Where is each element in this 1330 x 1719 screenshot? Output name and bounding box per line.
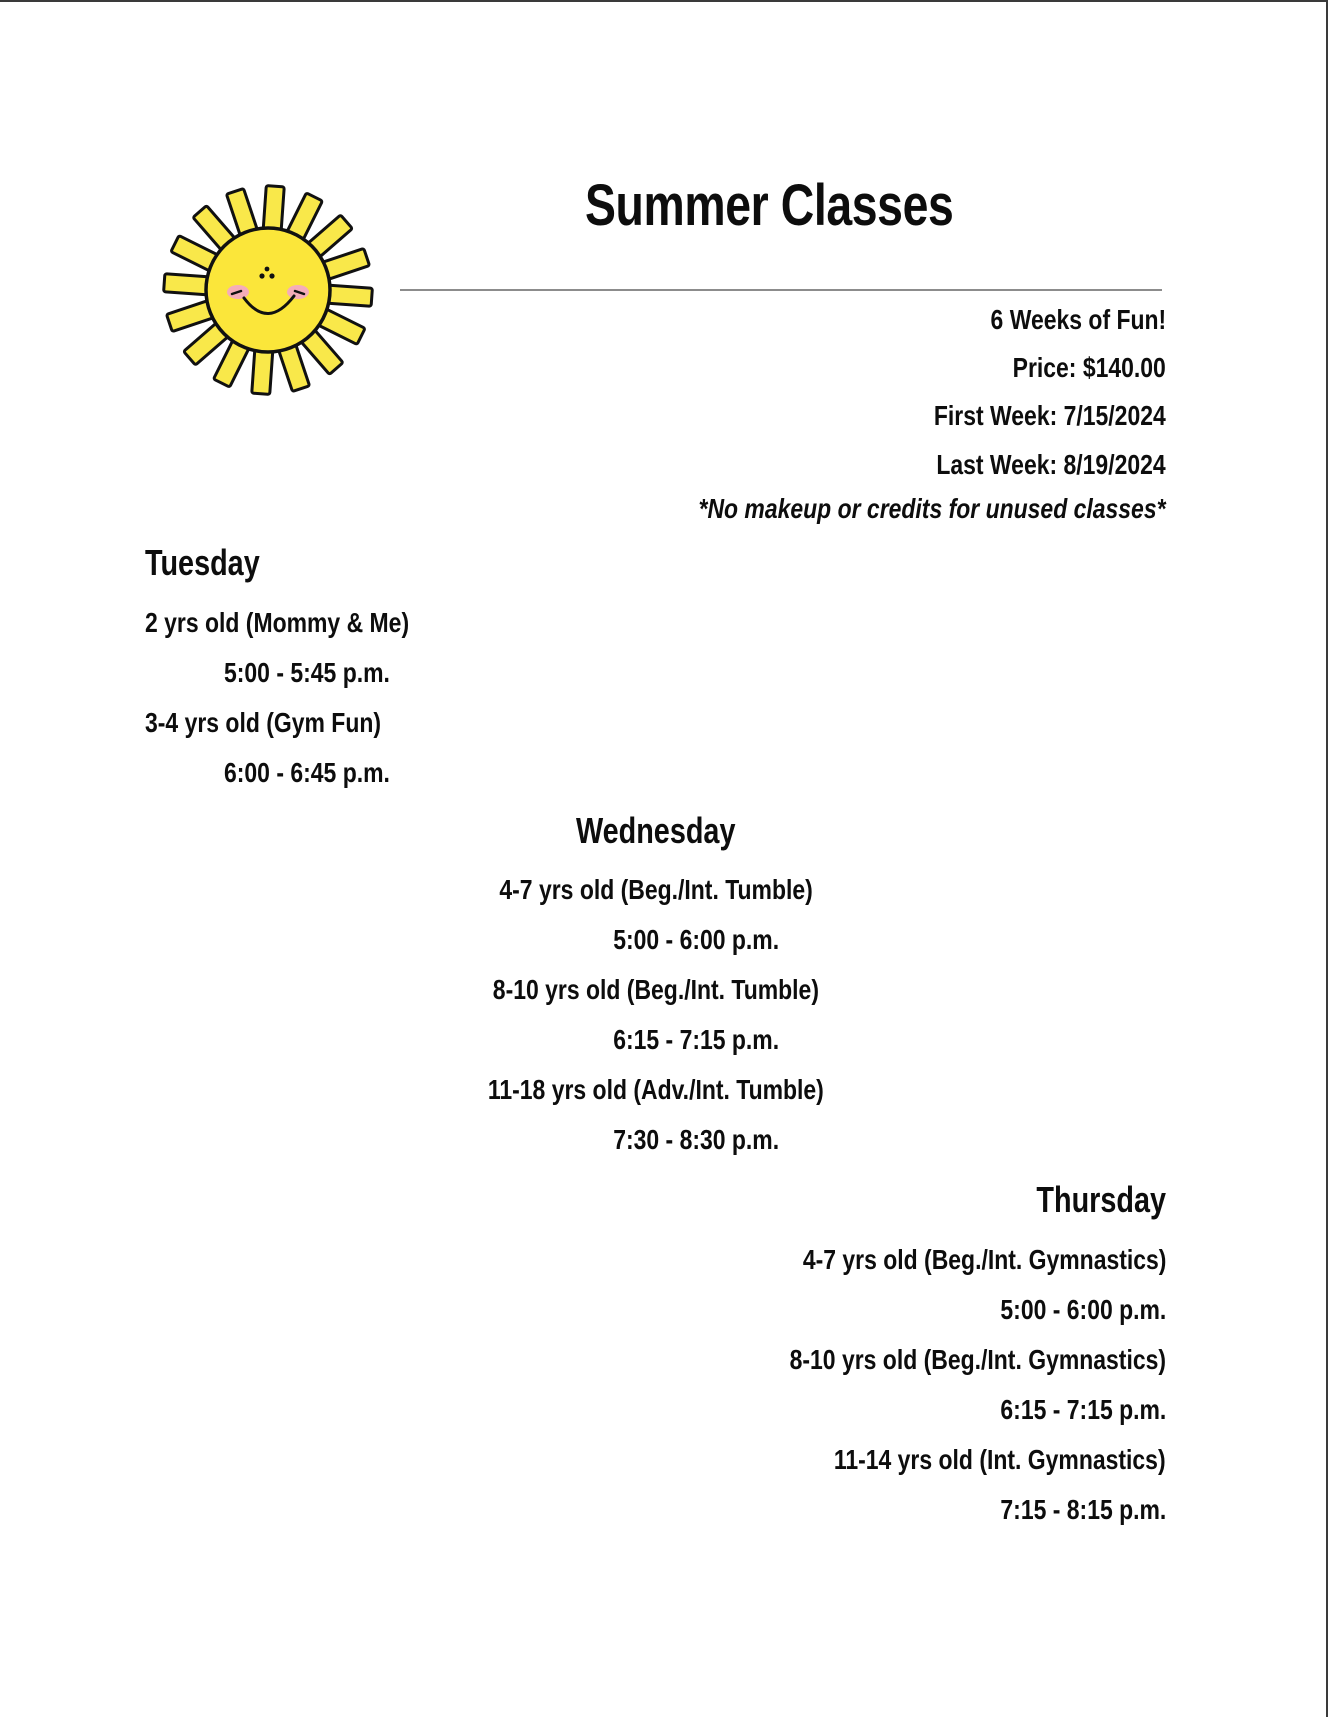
price-text: Price: $140.00 — [1012, 352, 1166, 383]
thursday-heading: Thursday — [1036, 1179, 1166, 1220]
thursday-class-1-time: 5:00 - 6:00 p.m. — [1000, 1294, 1166, 1325]
page-title: Summer Classes — [585, 173, 954, 238]
wednesday-class-3-name: 11-18 yrs old (Adv./Int. Tumble) — [488, 1074, 824, 1105]
thursday-class-3-time: 7:15 - 8:15 p.m. — [1000, 1494, 1166, 1525]
last-week-text: Last Week: 8/19/2024 — [936, 449, 1166, 480]
wednesday-heading: Wednesday — [576, 810, 736, 851]
wednesday-class-2-time: 6:15 - 7:15 p.m. — [613, 1024, 779, 1055]
tuesday-class-2-name: 3-4 yrs old (Gym Fun) — [145, 707, 382, 738]
tuesday-class-1-name: 2 yrs old (Mommy & Me) — [145, 607, 410, 638]
thursday-class-2-time: 6:15 - 7:15 p.m. — [1000, 1394, 1166, 1425]
thursday-class-3-name: 11-14 yrs old (Int. Gymnastics) — [834, 1444, 1166, 1475]
thursday-class-2-name: 8-10 yrs old (Beg./Int. Gymnastics) — [789, 1344, 1166, 1375]
wednesday-class-1-name: 4-7 yrs old (Beg./Int. Tumble) — [499, 874, 813, 905]
wednesday-class-3-time: 7:30 - 8:30 p.m. — [613, 1124, 779, 1155]
wednesday-class-2-name: 8-10 yrs old (Beg./Int. Tumble) — [492, 974, 820, 1005]
smiling-sun-icon — [158, 180, 378, 400]
wednesday-class-1-time: 5:00 - 6:00 p.m. — [613, 924, 779, 955]
thursday-class-1-name: 4-7 yrs old (Beg./Int. Gymnastics) — [802, 1244, 1166, 1275]
tuesday-heading: Tuesday — [145, 542, 260, 583]
first-week-text: First Week: 7/15/2024 — [934, 400, 1166, 431]
tuesday-class-2-time: 6:00 - 6:45 p.m. — [224, 757, 390, 788]
policy-note: *No makeup or credits for unused classes* — [698, 493, 1166, 524]
duration-text: 6 Weeks of Fun! — [990, 304, 1166, 335]
tuesday-class-1-time: 5:00 - 5:45 p.m. — [224, 657, 390, 688]
title-divider — [400, 289, 1162, 291]
